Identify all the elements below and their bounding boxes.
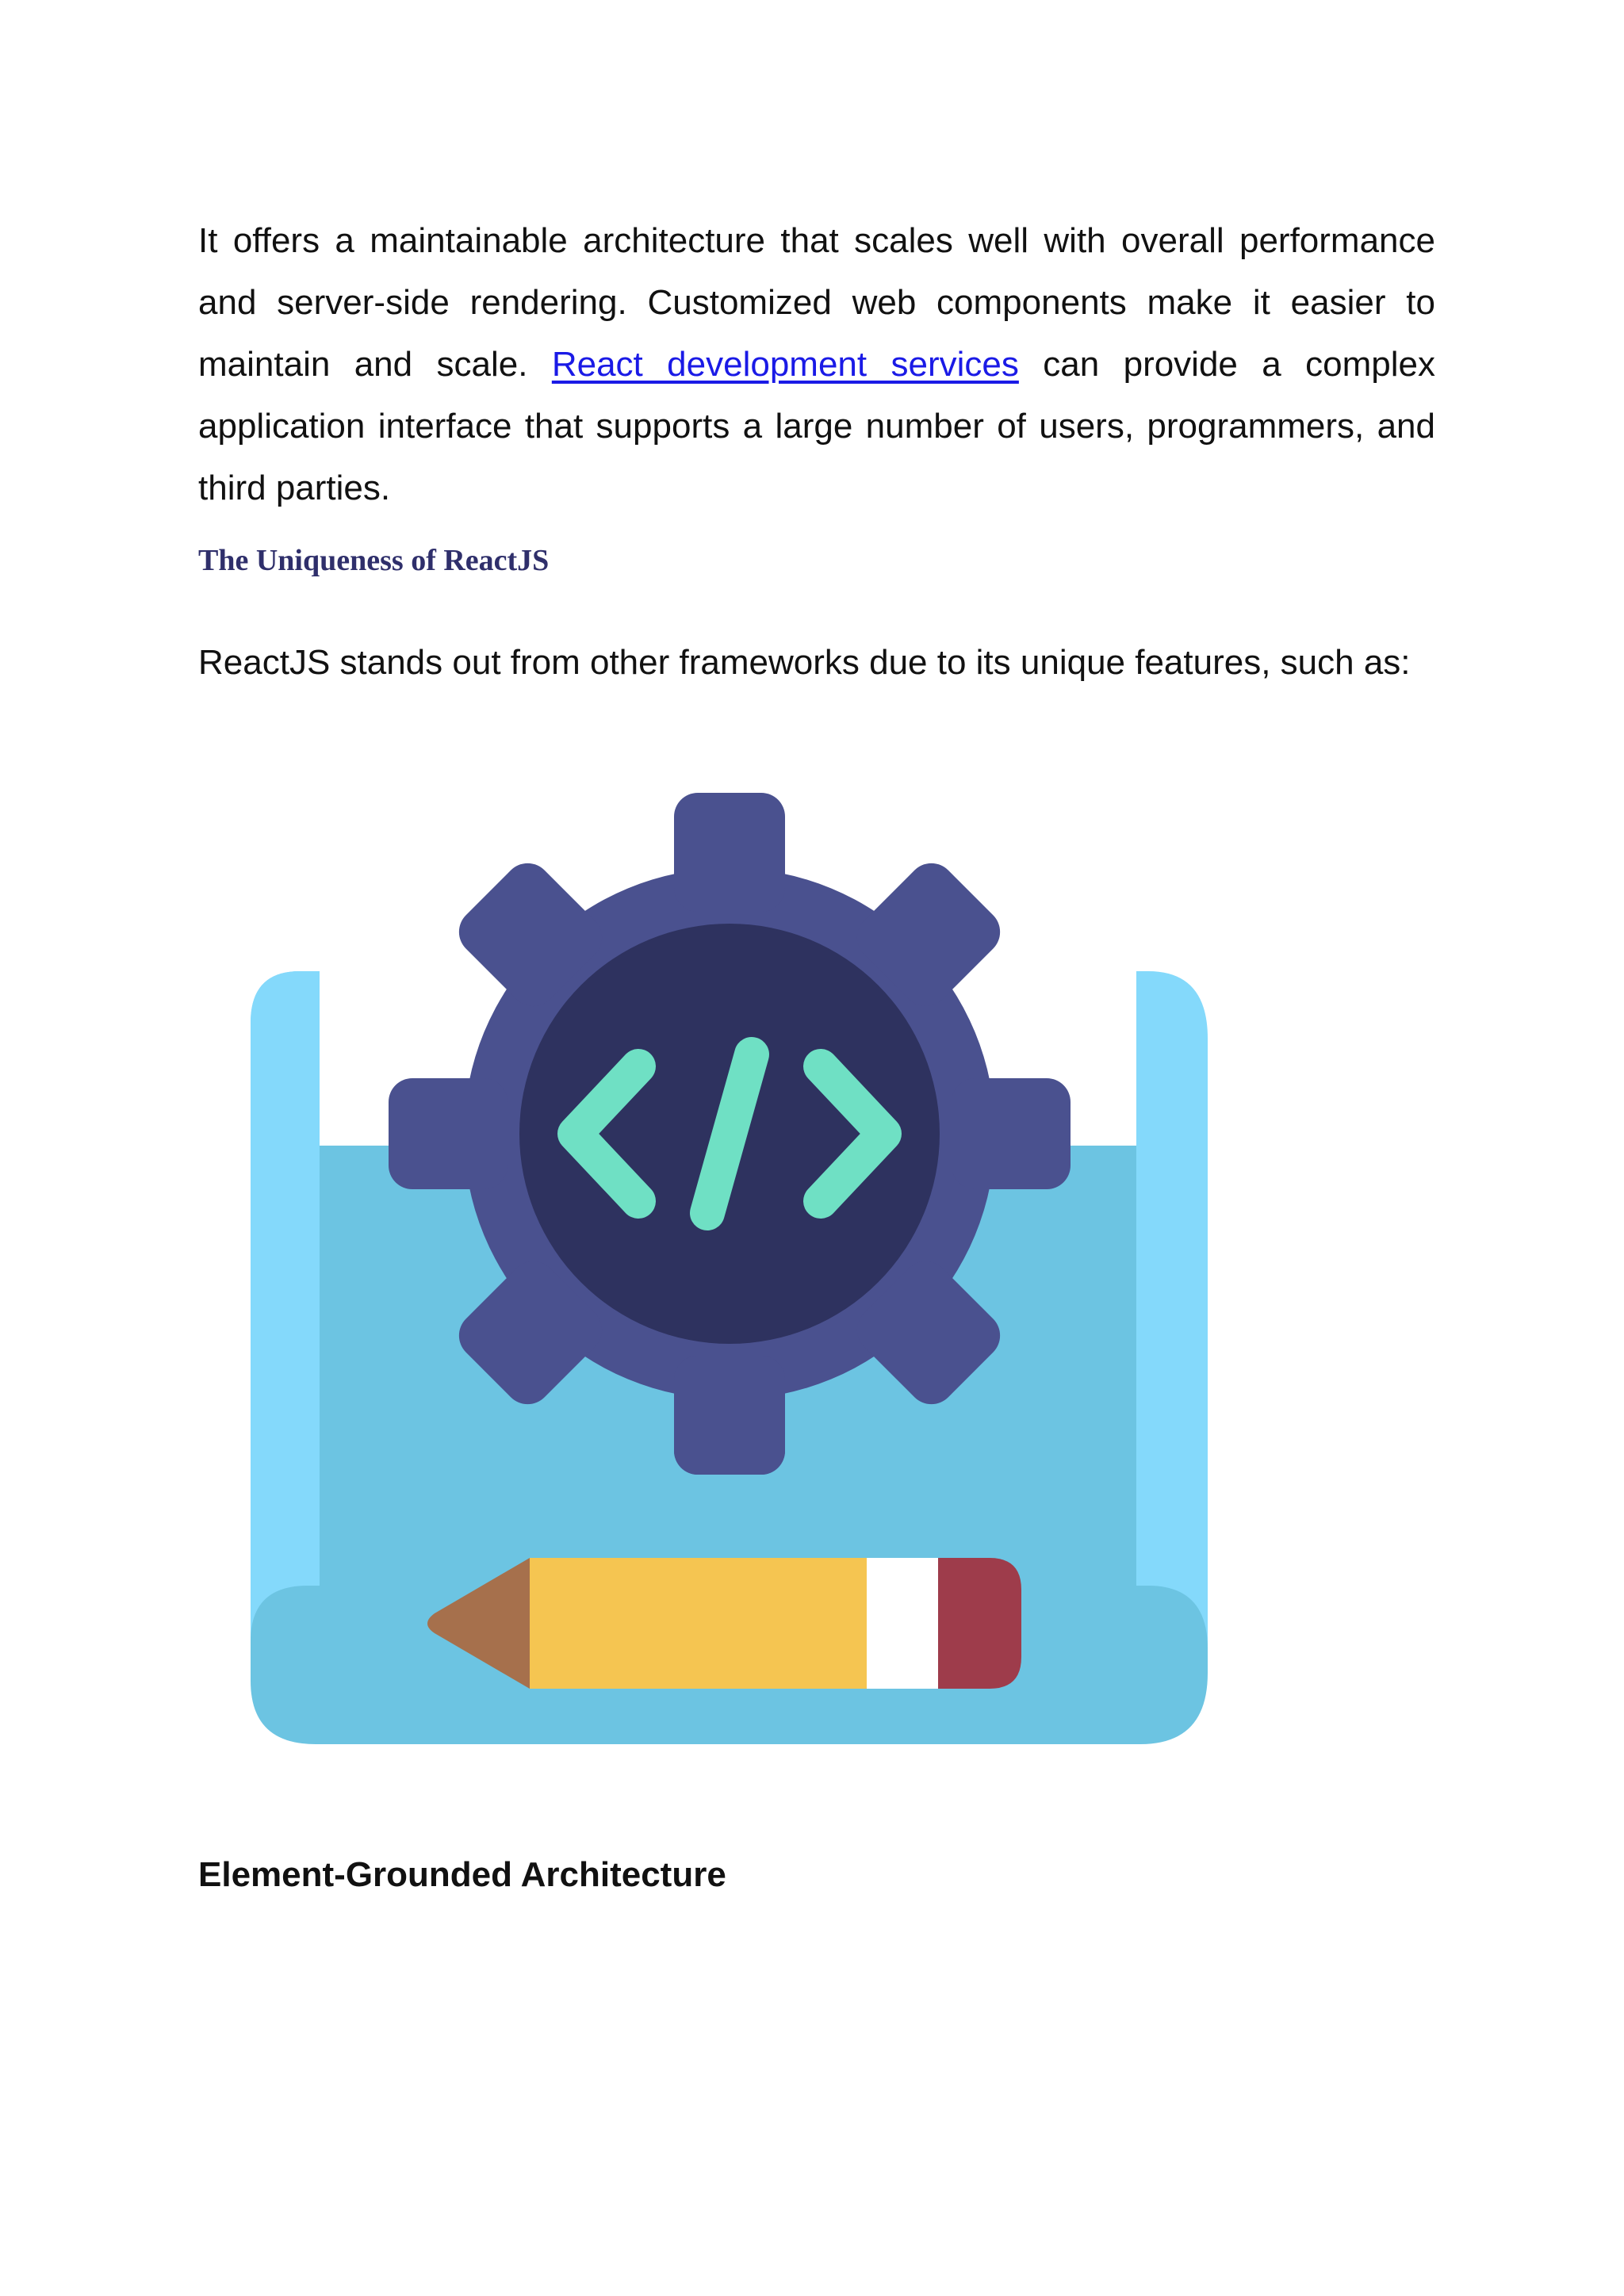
content-column: [198, 210, 1435, 682]
features-intro-paragraph: ReactJS stands out from other frameworks due to its unique features, such as:: [198, 643, 1411, 682]
pencil-icon: [427, 1558, 1021, 1689]
intro-text-after-link: can provide a complex application interface that supports a large number of users, programmers, and third parties.: [198, 345, 1435, 507]
blueprint-gear-illustration: [213, 793, 1243, 1823]
element-grounded-architecture-heading: Element-Grounded Architecture: [198, 1855, 726, 1894]
intro-text-before-link: It offers a maintainable architecture that scales well with overall performance and server-side rendering. Customized web components make it easier to maintain and scale.: [198, 221, 1435, 384]
gear-icon: [389, 793, 1071, 1475]
intro-paragraph: [198, 210, 1435, 519]
uniqueness-subheading: The Uniqueness of ReactJS: [198, 544, 550, 577]
react-development-services-link[interactable]: React development services: [551, 345, 1019, 384]
